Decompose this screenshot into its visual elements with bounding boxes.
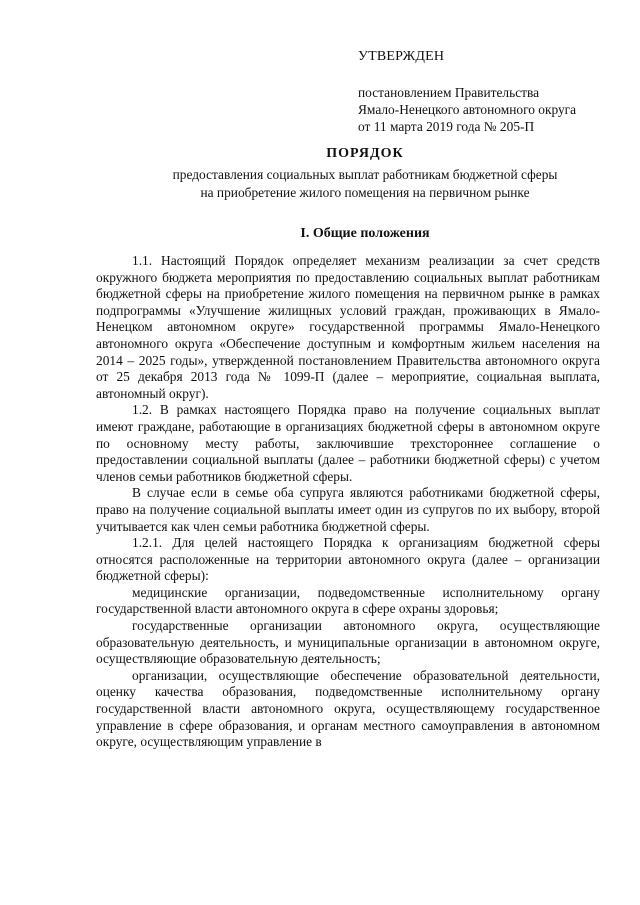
paragraph-1-2: 1.2. В рамках настоящего Порядка право на получение социальных выплат имеют граждане, работающие в организациях бюджетной сферы в автономном округе по основному месту работы, заключившие трехстороннее соглашение о предоставлении социальной выплаты (далее – работники бюджетной сферы) с учетом членов семьи работников бюджетной сферы. (96, 402, 600, 484)
section-heading: I. Общие положения (300, 226, 430, 241)
document-body (96, 253, 600, 751)
document-title: ПОРЯДОК (326, 146, 404, 161)
subtitle-line-2: на приобретение жилого помещения на первичном рынке (200, 185, 530, 200)
subtitle-line-1: предоставления социальных выплат работникам бюджетной сферы (172, 167, 558, 182)
document-subtitle (80, 166, 640, 202)
approval-line-1: постановлением Правительства (358, 85, 540, 100)
paragraph-medical-orgs: медицинские организации, подведомственные исполнительному органу государственной власти автономного округа в сфере охраны здоровья; (96, 584, 600, 617)
paragraph-education-orgs: государственные организации автономного округа, осуществляющие образовательную деятельность, и муниципальные организации в автономном округе, осуществляющие образовательную деятельность; (96, 618, 600, 667)
approved-label: УТВЕРЖДЕН (358, 49, 445, 64)
paragraph-spouses: В случае если в семье оба супруга являются работниками бюджетной сферы, право на получение социальной выплаты имеет один из супругов по их выбору, второй учитывается как член семьи работника бюджетной сферы. (96, 485, 600, 534)
approval-stamp (358, 48, 628, 135)
paragraph-support-orgs: организации, осуществляющие обеспечение образовательной деятельности, оценку качества образования, подведомственные исполнительному органу государственной власти автономного округа, осуществляющему государственное управление в сфере образования, и органам местного самоуправления в автономном округе, осуществляющим управление в (96, 667, 600, 750)
paragraph-1-1: 1.1. Настоящий Порядок определяет механизм реализации за счет средств окружного бюджета мероприятия по предоставлению социальных выплат работникам бюджетной сферы на приобретение жилого помещения на первичном рынке в рамках подпрограммы «Улучшение жилищных условий граждан, проживающих в Ямало-Ненецком автономном округе» государственной программы Ямало-Ненецкого автономного округа «Обеспечение доступным и комфортным жильем населения на 2014 – 2025 годы», утвержденной постановлением Правительства автономного округа от 25 декабря 2013 года № 1099-П (далее – мероприятие, социальная выплата, автономный округ). (96, 253, 600, 401)
approval-line-3: от 11 марта 2019 года № 205-П (358, 119, 535, 134)
paragraph-1-2-1: 1.2.1. Для целей настоящего Порядка к организациям бюджетной сферы относятся расположенные на территории автономного округа (далее – организации бюджетной сферы): (96, 535, 600, 584)
approval-line-2: Ямало-Ненецкого автономного округа (358, 102, 577, 117)
